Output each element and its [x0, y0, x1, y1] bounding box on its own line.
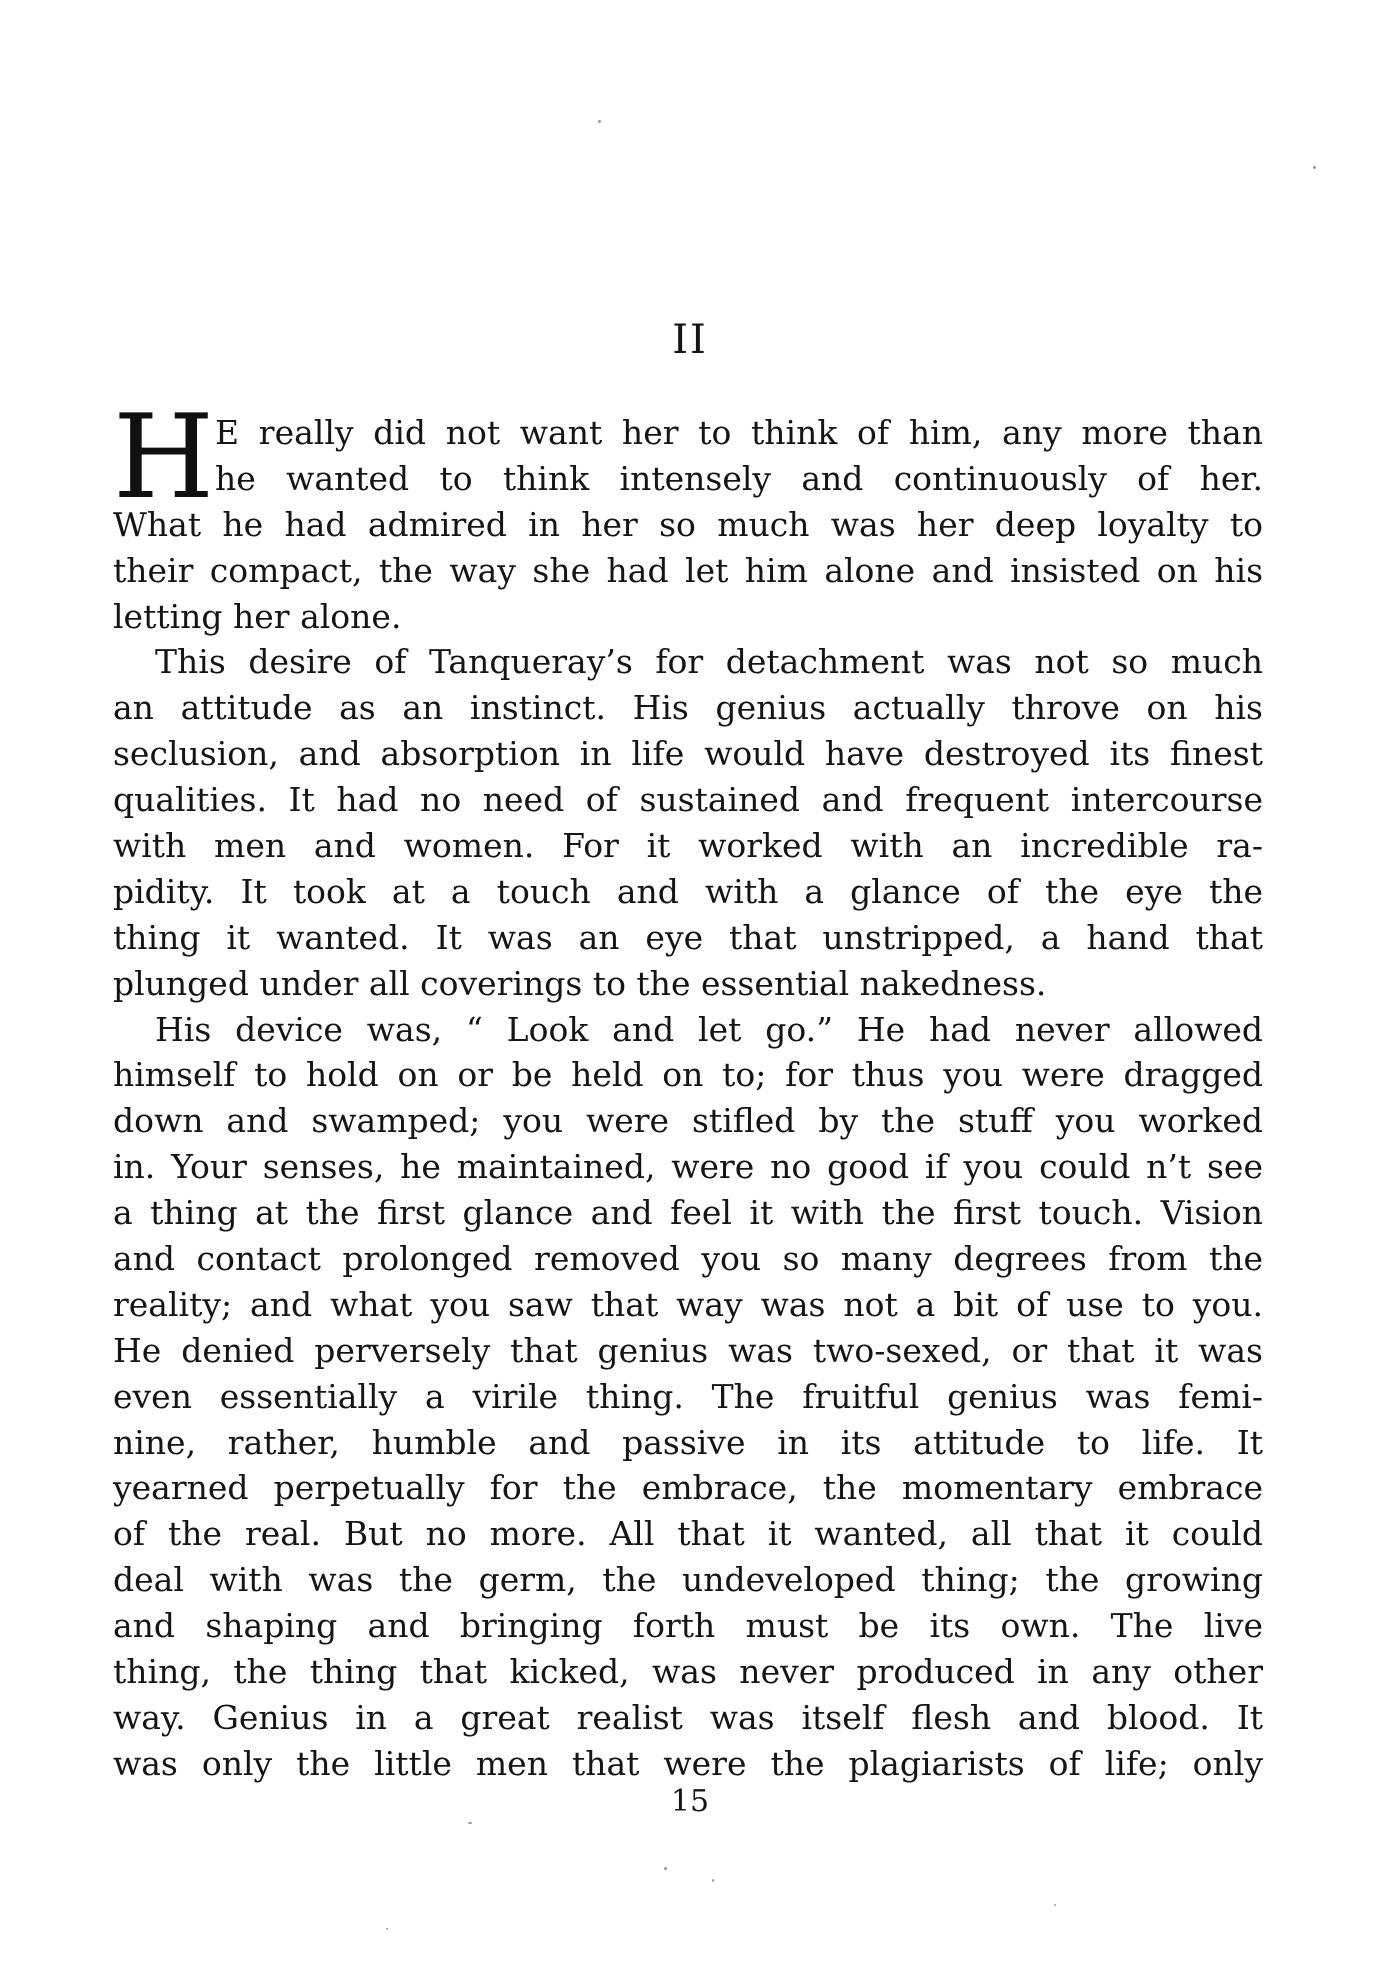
text-line: qualities. It had no need of sustained and frequent intercourse	[113, 780, 1263, 820]
text-line: thing it wanted. It was an eye that unstripped, a hand that	[113, 917, 1263, 957]
text-line: way. Genius in a great realist was itself flesh and blood. It	[113, 1697, 1263, 1737]
text-line: His device was, “ Look and let go.” He had never allowed	[155, 1009, 1263, 1049]
text-line: in. Your senses, he maintained, were no good if you could n’t see	[113, 1147, 1263, 1187]
text-line: himself to hold on or be held on to; for thus you were dragged	[113, 1055, 1263, 1095]
text-line: he wanted to think intensely and continuously of her.	[215, 458, 1263, 498]
scan-speck	[1054, 1904, 1056, 1906]
text-line: with men and women. For it worked with an incredible ra-	[113, 826, 1263, 866]
text-line: their compact, the way she had let him alone and insisted on his	[113, 550, 1263, 590]
text-line: an attitude as an instinct. His genius actually throve on his	[113, 688, 1263, 728]
text-line: E really did not want her to think of him, any more than	[215, 413, 1263, 452]
text-line: of the real. But no more. All that it wanted, all that it could	[113, 1514, 1263, 1554]
body-text	[113, 390, 1263, 1787]
text-line: thing, the thing that kicked, was never produced in any other	[113, 1652, 1263, 1692]
page-number: 15	[670, 1784, 710, 1819]
text-line: deal with was the germ, the undeveloped thing; the growing	[113, 1560, 1263, 1600]
text-line: even essentially a virile thing. The fruitful genius was femi-	[113, 1376, 1263, 1416]
text-line: seclusion, and absorption in life would have destroyed its finest	[113, 734, 1263, 774]
text-line: pidity. It took at a touch and with a glance of the eye the	[113, 871, 1263, 911]
text-line: down and swamped; you were stifled by the stuff you worked	[113, 1101, 1263, 1141]
scan-speck	[386, 1928, 388, 1930]
text-line: reality; and what you saw that way was not a bit of use to you.	[113, 1284, 1263, 1324]
text-line: nine, rather, humble and passive in its attitude to life. It	[113, 1422, 1263, 1462]
text-line: was only the little men that were the plagiarists of life; only	[113, 1743, 1263, 1783]
text-line: plunged under all coverings to the essential nakedness.	[113, 963, 1047, 1003]
text-line: He denied perversely that genius was two-sexed, or that it was	[113, 1330, 1263, 1370]
text-line: and shaping and bringing forth must be its own. The live	[113, 1606, 1263, 1646]
scan-speck	[468, 1822, 472, 1824]
text-line: What he had admired in her so much was her deep loyalty to	[113, 504, 1263, 544]
chapter-number: II	[672, 317, 708, 363]
scan-speck	[598, 120, 601, 123]
text-line: and contact prolonged removed you so many degrees from the	[113, 1239, 1263, 1279]
text-line: This desire of Tanqueray’s for detachment was not so much	[155, 642, 1263, 682]
scan-speck	[712, 1879, 714, 1882]
scan-speck	[1313, 166, 1316, 169]
scan-speck	[664, 1867, 667, 1870]
drop-cap: H	[113, 390, 215, 525]
text-line: a thing at the first glance and feel it with the first touch. Vision	[113, 1193, 1263, 1233]
text-line: yearned perpetually for the embrace, the momentary embrace	[113, 1468, 1263, 1508]
text-line: letting her alone.	[113, 596, 402, 636]
